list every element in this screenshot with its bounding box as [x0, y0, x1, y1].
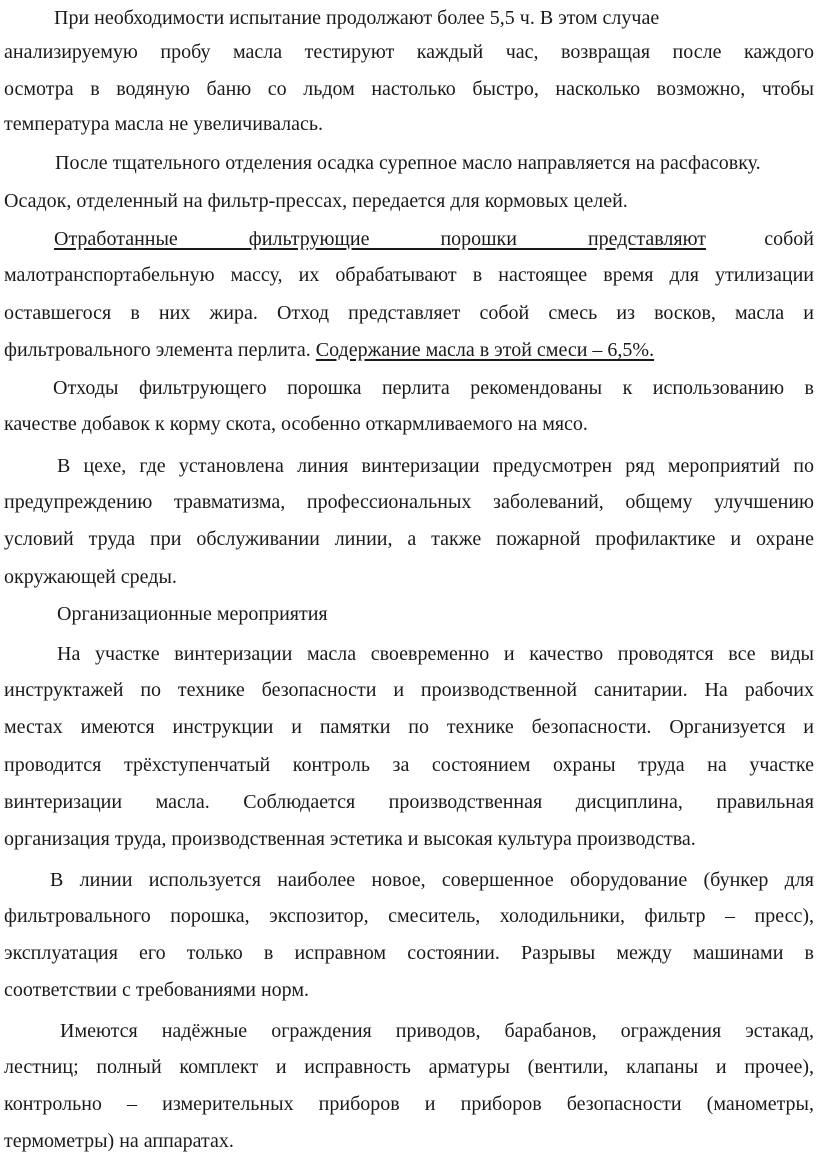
text-line: При необходимости испытание продолжают более 5,5 ч. В этом случае — [54, 7, 660, 29]
text-line: термометры) на аппаратах. — [4, 1130, 234, 1152]
text-line: окружающей среды. — [4, 566, 177, 588]
text-line: Осадок, отделенный на фильтр-прессах, передается для кормовых целей. — [4, 190, 628, 212]
text-line: соответствии с требованиями норм. — [4, 979, 309, 1001]
section-heading: Организационные мероприятия — [57, 603, 328, 625]
text-line: качестве добавок к корму скота, особенно откармливаемого на мясо. — [4, 413, 588, 435]
text-line: условий труда при обслуживании линии, а также пожарной профилактике и охране — [4, 528, 814, 550]
text-line: осмотра в водяную баню со льдом настолько быстро, насколько возможно, чтобы — [4, 78, 814, 100]
text-line — [4, 332, 814, 368]
text-line: инструктажей по технике безопасности и производственной санитарии. На рабочих — [4, 679, 814, 701]
text-line: винтеризации масла. Соблюдается производственная дисциплина, правильная — [4, 791, 814, 813]
text-line: Имеются надёжные ограждения приводов, барабанов, ограждения эстакад, — [60, 1020, 814, 1042]
text-line: эксплуатация его только в исправном состоянии. Разрывы между машинами в — [4, 942, 814, 964]
text-fragment: фильтровального элемента перлита. — [4, 339, 311, 361]
text-line: предупреждению травматизма, профессиональных заболеваний, общему улучшению — [4, 491, 814, 513]
text-line: анализируемую пробу масла тестируют каждый час, возвращая после каждого — [4, 41, 814, 63]
underlined-phrase: Содержание масла в этой смеси – 6,5%. — [315, 339, 655, 361]
text-line: оставшегося в них жира. Отход представляет собой смесь из восков, масла и — [4, 302, 814, 324]
text-line: местах имеются инструкции и памятки по технике безопасности. Организуется и — [4, 716, 814, 738]
text-line: Отходы фильтрующего порошка перлита рекомендованы к использованию в — [53, 377, 814, 399]
text-fragment: собой — [764, 228, 814, 250]
text-line: малотранспортабельную массу, их обрабатывают в настоящее время для утилизации — [4, 264, 814, 286]
text-line: температура масла не увеличивалась. — [4, 113, 324, 135]
text-line — [54, 221, 814, 257]
text-line: лестниц; полный комплект и исправность арматуры (вентили, клапаны и прочее), — [4, 1056, 814, 1078]
text-line: проводится трёхступенчатый контроль за состоянием охраны труда на участке — [4, 754, 814, 776]
text-line: После тщательного отделения осадка сурепное масло направляется на расфасовку. — [55, 152, 761, 174]
text-line: контрольно – измерительных приборов и приборов безопасности (манометры, — [4, 1093, 814, 1115]
text-line: фильтровального порошка, экспозитор, смеситель, холодильники, фильтр – пресс), — [4, 905, 814, 927]
text-line: На участке винтеризации масла своевременно и качество проводятся все виды — [57, 643, 814, 665]
text-line: В цехе, где установлена линия винтеризации предусмотрен ряд мероприятий по — [57, 455, 814, 477]
underlined-phrase: Отработанные фильтрующие порошки представляют — [54, 228, 706, 250]
text-line: В линии используется наиболее новое, совершенное оборудование (бункер для — [50, 869, 814, 891]
text-line: организация труда, производственная эстетика и высокая культура производства. — [4, 828, 696, 850]
